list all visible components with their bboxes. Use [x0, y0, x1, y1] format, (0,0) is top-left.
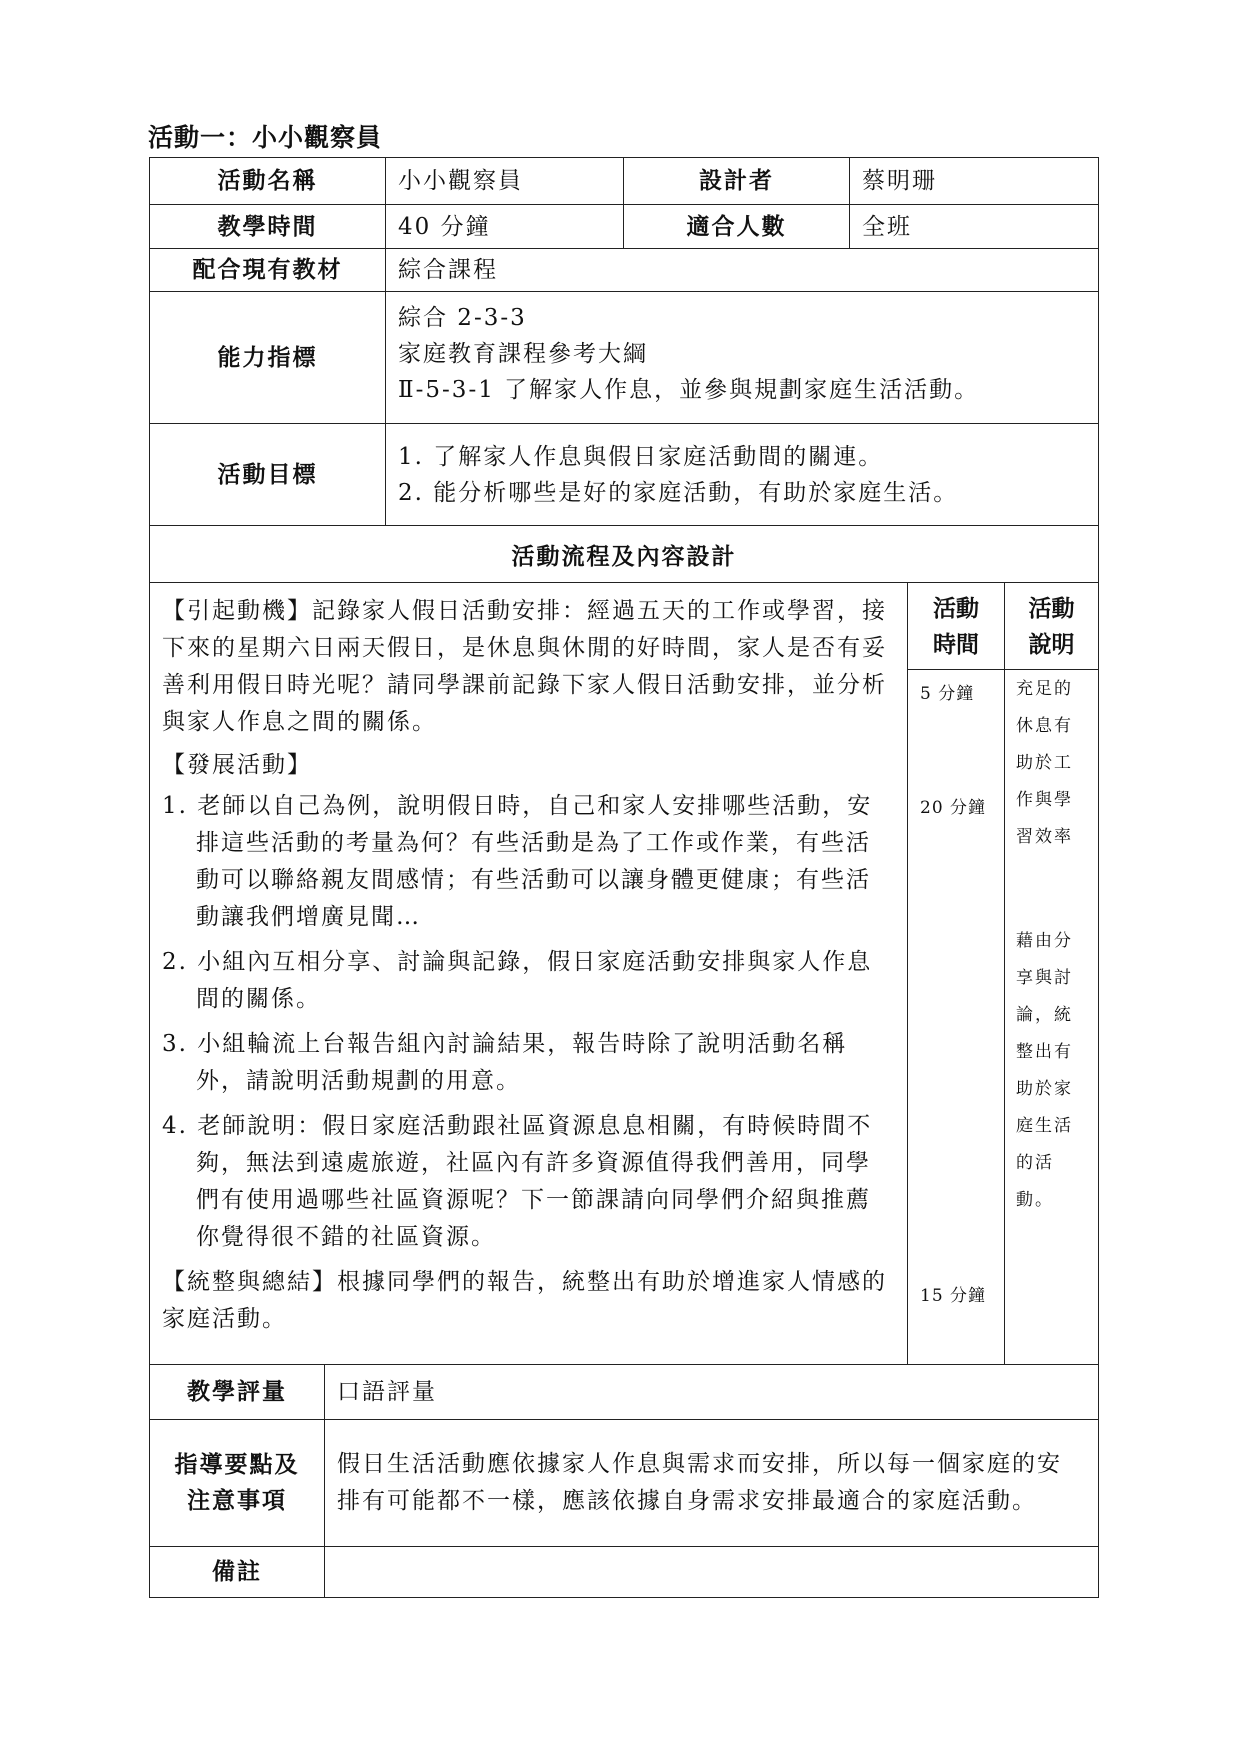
designer-value: 蔡明珊 [849, 158, 1098, 204]
summary-paragraph [162, 1264, 895, 1338]
note-line: 庭生活 [1016, 1116, 1073, 1136]
step-item: 3. 小組輪流上台報告組內討論結果，報告時除了說明活動名稱外，請說明活動規劃的用意。 [162, 1031, 848, 1094]
time-heading-line: 活動 [933, 595, 979, 622]
note-block-discussion [1016, 923, 1088, 1219]
time-heading [908, 583, 1004, 670]
note-block-rest [1016, 671, 1088, 856]
step-item: 1. 老師以自己為例，說明假日時，自己和家人安排哪些活動，安排這些活動的考量為何？有些活動是為了工作或作業，有些活動可以聯絡親友間感情；有些活動可以讓身體更健康；有些活動讓我們增廣見聞… [162, 793, 873, 930]
time-item: 15 分鐘 [920, 1286, 987, 1306]
step-item: 4. 老師說明：假日家庭活動跟社區資源息息相關，有時候時間不夠，無法到遠處旅遊，社區內有許多資源值得我們善用，同學們有使用過哪些社區資源呢？下一節課請向同學們介紹與推薦你覺得很不錯的社區資源。 [162, 1113, 873, 1250]
note-line: 動。 [1016, 1190, 1054, 1210]
note-line: 藉由分 [1016, 931, 1073, 951]
indicator-line: 綜合 2-3-3 [398, 305, 527, 331]
row-goals [150, 423, 1098, 525]
row-assessment [150, 1364, 1098, 1419]
note-line: 整出有 [1016, 1042, 1073, 1062]
group-label: 適合人數 [623, 205, 849, 248]
row-remarks [150, 1546, 1098, 1597]
row-guidance [150, 1419, 1098, 1546]
intro-paragraph [162, 593, 895, 741]
designer-label: 設計者 [623, 158, 849, 204]
note-line: 助於工 [1016, 753, 1073, 773]
indicators-label: 能力指標 [217, 343, 318, 371]
guidance-value: 假日生活活動應依據家人作息與需求而安排，所以每一個家庭的安排有可能都不一樣，應該依據自身需求安排最適合的家庭活動。 [324, 1420, 1098, 1546]
page-title: 活動一：小小觀察員 [148, 123, 383, 152]
guidance-label-line: 注意事項 [187, 1487, 287, 1514]
note-line: 充足的 [1016, 679, 1073, 699]
flow-heading: 活動流程及內容設計 [511, 542, 737, 570]
develop-title: 【發展活動】 [162, 752, 312, 778]
flow-section [150, 582, 1098, 1364]
intro-text: 記錄家人假日活動安排：經過五天的工作或學習，接下來的星期六日兩天假日，是休息與休閒的好時間，家人是否有妥善利用假日時光呢？請同學課前記錄下家人假日活動安排，並分析與家人作息之間的關係。 [162, 598, 887, 735]
note-line: 習效率 [1016, 827, 1073, 847]
indicator-line: Ⅱ-5-3-1 了解家人作息，並參與規劃家庭生活活動。 [398, 377, 980, 403]
time-item: 5 分鐘 [920, 684, 975, 704]
note-line: 作與學 [1016, 790, 1073, 810]
time-label: 教學時間 [217, 212, 318, 240]
lesson-plan-table [149, 157, 1099, 1598]
note-heading-line: 活動 [1028, 595, 1075, 622]
note-heading [1005, 583, 1098, 670]
time-column [907, 583, 1004, 1364]
remarks-label: 備註 [212, 1558, 262, 1585]
flow-content [150, 583, 907, 1364]
note-heading-line: 說明 [1028, 631, 1075, 658]
time-value: 40 分鐘 [385, 205, 623, 248]
note-column [1004, 583, 1098, 1364]
intro-title: 【引起動機】 [162, 598, 312, 624]
row-flow-heading [150, 525, 1098, 582]
goals-value [385, 424, 1098, 525]
row-activity-name [150, 158, 1098, 204]
note-line: 享與討 [1016, 968, 1073, 988]
assessment-value: 口語評量 [324, 1365, 1098, 1419]
remarks-value [324, 1547, 1098, 1597]
note-line: 助於家 [1016, 1079, 1073, 1099]
activity-name-value: 小小觀察員 [385, 158, 623, 204]
note-line: 休息有 [1016, 716, 1073, 736]
note-line: 的活 [1016, 1153, 1054, 1173]
assessment-label: 教學評量 [187, 1378, 287, 1405]
activity-name-label: 活動名稱 [217, 167, 318, 194]
material-label: 配合現有教材 [192, 256, 343, 283]
goal-line: 1. 了解家人作息與假日家庭活動間的關連。 [398, 443, 884, 470]
guidance-label [150, 1420, 324, 1546]
row-time [150, 204, 1098, 248]
goals-label: 活動目標 [217, 460, 318, 488]
time-item: 20 分鐘 [920, 798, 987, 818]
summary-title: 【統整與總結】 [162, 1269, 337, 1295]
step-item: 2. 小組內互相分享、討論與記錄，假日家庭活動安排與家人作息間的關係。 [162, 949, 873, 1012]
indicators-value [385, 292, 1098, 423]
develop-steps [162, 788, 895, 1256]
material-value: 綜合課程 [385, 249, 1098, 291]
summary-text: 根據同學們的報告，統整出有助於增進家人情感的家庭活動。 [162, 1269, 887, 1332]
row-material [150, 248, 1098, 291]
note-line: 論，統 [1016, 1005, 1073, 1025]
group-value: 全班 [849, 205, 1098, 248]
indicator-line: 家庭教育課程參考大綱 [398, 341, 648, 367]
row-indicators [150, 291, 1098, 423]
guidance-label-line: 指導要點及 [174, 1451, 300, 1478]
time-heading-line: 時間 [933, 631, 979, 658]
goal-line: 2. 能分析哪些是好的家庭活動，有助於家庭生活。 [398, 479, 959, 506]
